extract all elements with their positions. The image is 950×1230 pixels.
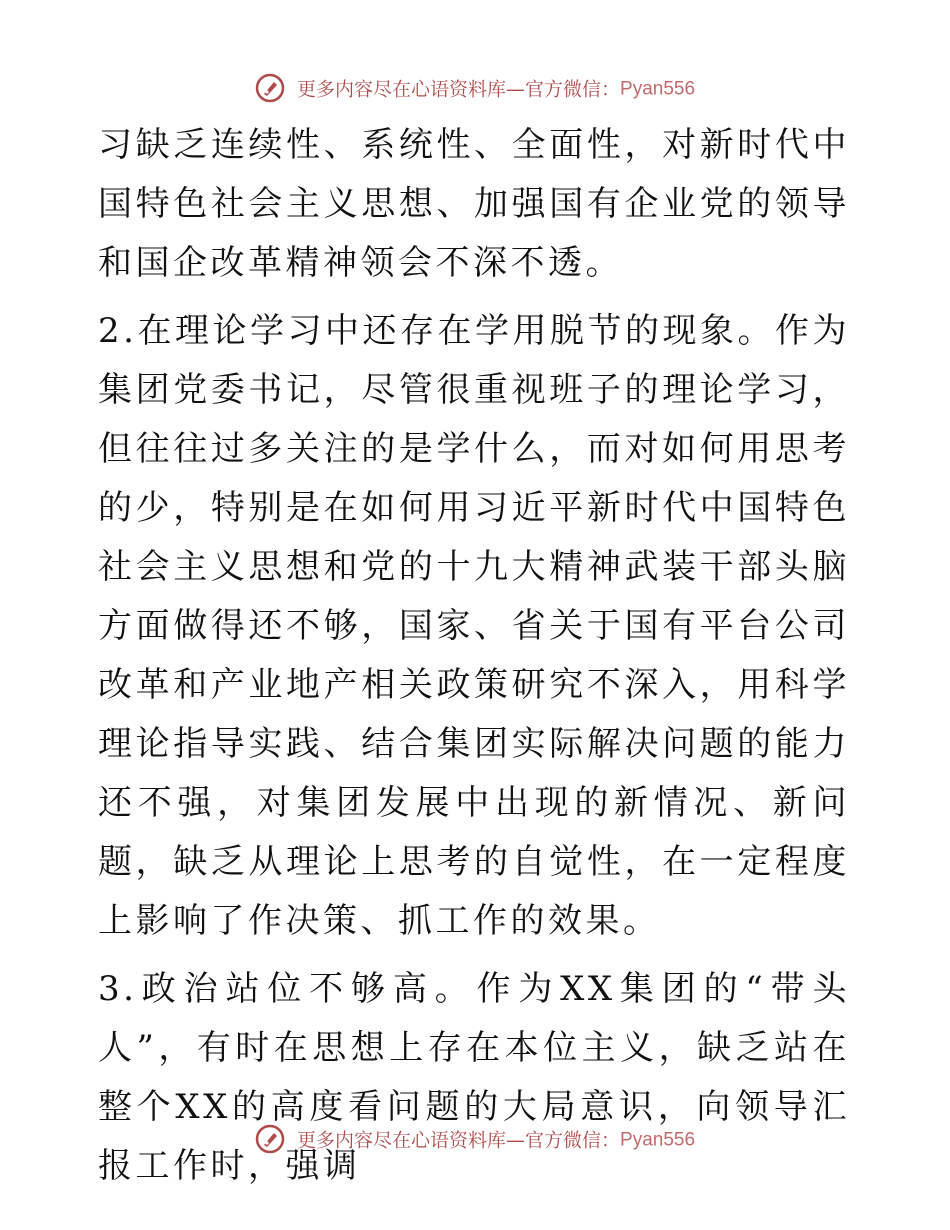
paragraph-1: 习缺乏连续性、系统性、全面性，对新时代中国特色社会主义思想、加强国有企业党的领导和国企改革精神领会不深不透。 (98, 125, 850, 283)
watermark-site-text: 更多内容尽在心语资料库 (297, 78, 507, 101)
watermark-wechat-label: 官方微信： (525, 78, 621, 101)
watermark-site-text: 更多内容尽在心语资料库 (297, 1129, 507, 1152)
paragraph-2: 2.在理论学习中还存在学用脱节的现象。作为集团党委书记，尽管很重视班子的理论学习，但往往过多关注的是学什么，而对如何用思考的少，特别是在如何用习近平新时代中国特色社会主义思想和党的十九大精神武装干部头脑方面做得还不够，国家、省关于国有平台公司改革和产业地产相关政策研究不深入，用科学理论指导实践、结合集团实际解决问题的能力还不强，对集团发展中出现的新情况、新问题，缺乏从理论上思考的自觉性，在一定程度上影响了作决策、抓工作的效果。 (98, 311, 850, 941)
watermark-separator: — (506, 78, 526, 101)
paragraph-3: 3.政治站位不够高。作为XX集团的“带头人”，有时在思想上存在本位主义，缺乏站在整个XX的高度看问题的大局意识，向领导汇报工作时，强调 (98, 969, 850, 1186)
pen-nib-circle-icon (255, 73, 285, 103)
watermark-wechat-label: 官方微信： (525, 1129, 621, 1152)
pen-nib-circle-icon (255, 1124, 285, 1154)
watermark-separator: — (506, 1129, 526, 1152)
watermark-wechat-id: Pyan556 (620, 1129, 696, 1151)
document-body (98, 116, 850, 1196)
footer-watermark (0, 1123, 950, 1157)
header-watermark (0, 72, 950, 106)
watermark-wechat-id: Pyan556 (620, 78, 696, 100)
